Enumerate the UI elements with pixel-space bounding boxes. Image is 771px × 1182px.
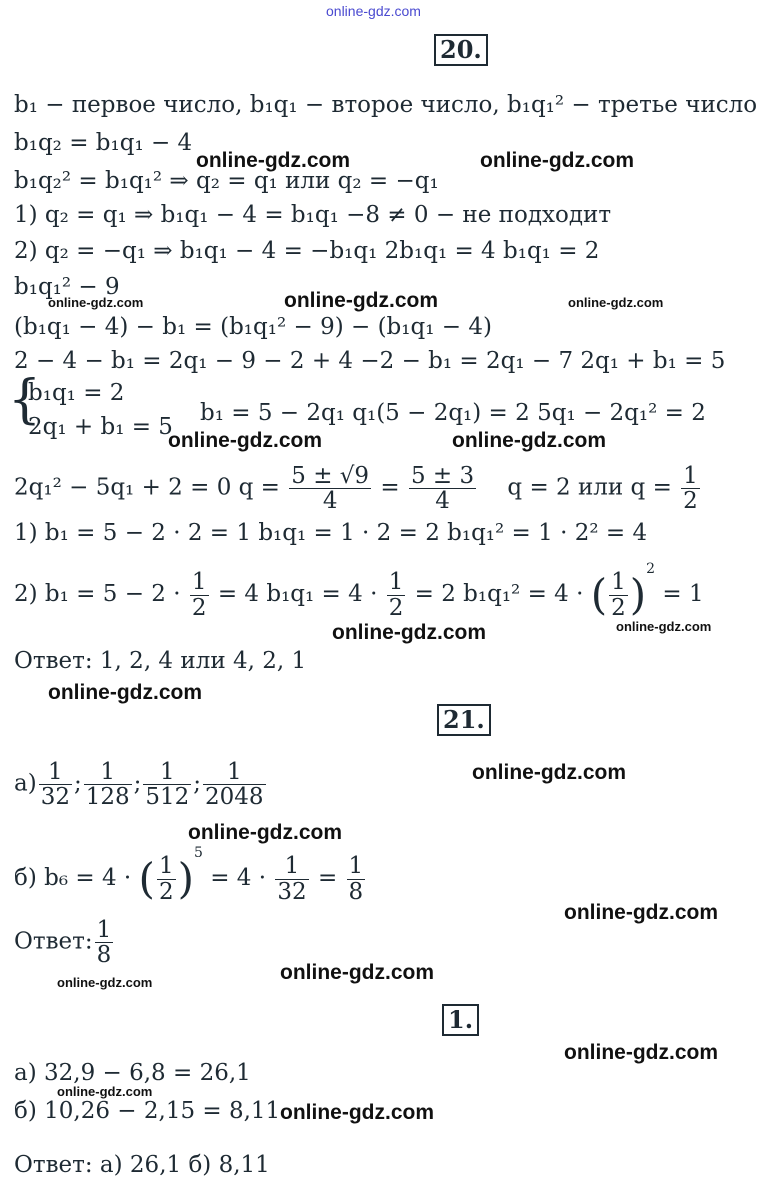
half-fraction <box>157 854 176 903</box>
case2-line <box>14 562 704 620</box>
quadratic-line <box>14 464 702 513</box>
task20-line6: b₁q₁² − 9 <box>14 274 120 300</box>
watermark: online-gdz.com <box>616 619 712 634</box>
numerator: 1 <box>203 760 266 785</box>
part-b-mid: = 4 · <box>210 865 267 891</box>
half-numerator: 1 <box>683 463 698 489</box>
numerator: 1 <box>191 569 207 596</box>
task-number-20: 20. <box>434 34 488 66</box>
right-paren: ) <box>629 570 647 619</box>
root-numerator: 5 ± √9 <box>291 463 370 489</box>
watermark-top: online-gdz.com <box>326 3 421 19</box>
part-b-label: б) b₆ = 4 · <box>14 865 132 891</box>
denominator: 32 <box>277 878 307 905</box>
task20-line7: (b₁q₁ − 4) − b₁ = (b₁q₁² − 9) − (b₁q₁ − 4) <box>14 314 492 340</box>
exponent: 5 <box>193 845 203 861</box>
answer-fraction <box>95 918 114 967</box>
root-denominator-2: 4 <box>435 488 450 515</box>
watermark: online-gdz.com <box>472 761 626 784</box>
case2-part-c: = 2 b₁q₁² = 4 · <box>414 581 584 607</box>
task1-part-b: б) 10,26 − 2,15 = 8,11 <box>14 1098 281 1124</box>
exponent: 2 <box>646 561 656 577</box>
roots-text: q = 2 или q = <box>507 474 672 501</box>
case2-part-b: = 4 b₁q₁ = 4 · <box>217 581 378 607</box>
task20-line8: 2 − 4 − b₁ = 2q₁ − 9 − 2 + 4 −2 − b₁ = 2q₁ − 7 2q₁ + b₁ = 5 <box>14 348 726 374</box>
task-number-21: 21. <box>437 704 491 736</box>
root-fraction <box>289 464 371 513</box>
denominator: 2 <box>191 594 207 621</box>
denominator: 8 <box>96 942 112 969</box>
numerator: 1 <box>143 760 191 785</box>
half-denominator: 2 <box>683 488 698 515</box>
case2-part-d: = 1 <box>662 581 704 607</box>
b-frac-1 <box>275 854 308 903</box>
task20-line5: 2) q₂ = −q₁ ⇒ b₁q₁ − 4 = −b₁q₁ 2b₁q₁ = 4 b₁q₁ = 2 <box>14 238 600 264</box>
numerator: 1 <box>96 917 112 943</box>
answer-label: Ответ: <box>14 928 93 955</box>
frac-1 <box>39 760 72 809</box>
frac-4 <box>203 760 266 809</box>
case2-half-1 <box>190 570 209 619</box>
separator: ; <box>193 770 202 797</box>
watermark: online-gdz.com <box>57 1084 153 1099</box>
watermark: online-gdz.com <box>568 295 664 310</box>
separator: ; <box>73 770 82 797</box>
case2-half-3 <box>609 570 628 619</box>
watermark: online-gdz.com <box>564 1041 718 1064</box>
task20-line3: b₁q₂² = b₁q₁² ⇒ q₂ = q₁ или q₂ = −q₁ <box>14 168 439 194</box>
task20-line1: b₁ − первое число, b₁q₁ − второе число, b₁q₁² − третье число <box>14 92 758 118</box>
denominator: 128 <box>85 784 130 811</box>
root-numerator-2: 5 ± 3 <box>410 463 475 489</box>
separator: ; <box>133 770 142 797</box>
case2-part-a: 2) b₁ = 5 − 2 · <box>14 581 181 607</box>
left-paren: ( <box>590 570 608 619</box>
system-eq2: 2q₁ + b₁ = 5 <box>28 414 173 440</box>
root-denominator: 4 <box>322 488 338 515</box>
right-paren: ) <box>177 854 194 903</box>
task20-line2: b₁q₂ = b₁q₁ − 4 <box>14 130 193 156</box>
task1-answer: Ответ: а) 26,1 б) 8,11 <box>14 1152 270 1178</box>
case2-half-2 <box>387 570 406 619</box>
watermark: online-gdz.com <box>168 429 322 452</box>
numerator: 1 <box>39 760 72 785</box>
system-eq1: b₁q₁ = 2 <box>28 380 125 406</box>
task1-part-a: а) 32,9 − 6,8 = 26,1 <box>14 1060 251 1086</box>
system-brace: { <box>8 370 42 430</box>
denominator: 2048 <box>205 784 264 811</box>
watermark: online-gdz.com <box>332 621 486 644</box>
quadratic-lhs: 2q₁² − 5q₁ + 2 = 0 q = <box>14 474 280 501</box>
watermark: online-gdz.com <box>48 681 202 704</box>
task21-part-b <box>14 846 367 904</box>
watermark: online-gdz.com <box>480 149 634 172</box>
watermark: online-gdz.com <box>284 289 438 312</box>
task20-answer: Ответ: 1, 2, 4 или 4, 2, 1 <box>14 648 307 674</box>
frac-3 <box>143 760 191 809</box>
equals: = <box>317 865 338 891</box>
task21-part-a <box>14 760 268 809</box>
watermark: online-gdz.com <box>280 961 434 984</box>
watermark: online-gdz.com <box>196 149 350 172</box>
numerator: 1 <box>611 569 626 596</box>
watermark: online-gdz.com <box>452 429 606 452</box>
watermark: online-gdz.com <box>280 1101 434 1124</box>
numerator: 1 <box>158 853 174 880</box>
watermark: online-gdz.com <box>57 975 153 990</box>
numerator: 1 <box>388 569 404 596</box>
watermark: online-gdz.com <box>188 821 342 844</box>
denominator: 32 <box>40 784 70 811</box>
case1-line: 1) b₁ = 5 − 2 · 2 = 1 b₁q₁ = 1 · 2 = 2 b₁q₁² = 1 · 2² = 4 <box>14 520 648 546</box>
denominator: 2 <box>388 594 404 621</box>
numerator: 1 <box>348 853 364 880</box>
numerator: 1 <box>275 854 308 879</box>
denominator: 2 <box>611 594 626 621</box>
task20-line4: 1) q₂ = q₁ ⇒ b₁q₁ − 4 = b₁q₁ −8 ≠ 0 − не подходит <box>14 202 612 228</box>
half-fraction <box>681 464 700 513</box>
frac-2 <box>84 760 132 809</box>
denominator: 8 <box>348 878 364 905</box>
part-a-label: а) <box>14 770 37 797</box>
task21-answer <box>14 918 115 967</box>
denominator: 512 <box>145 784 190 811</box>
left-paren: ( <box>138 854 155 903</box>
root-fraction-2 <box>409 464 476 513</box>
task-number-1: 1. <box>442 1004 479 1036</box>
watermark: online-gdz.com <box>564 901 718 924</box>
watermark: online-gdz.com <box>48 295 144 310</box>
equals: = <box>380 474 400 501</box>
b-frac-2 <box>347 854 366 903</box>
denominator: 2 <box>158 878 174 905</box>
numerator: 1 <box>84 760 132 785</box>
system-solution: b₁ = 5 − 2q₁ q₁(5 − 2q₁) = 2 5q₁ − 2q₁² = 2 <box>200 400 706 426</box>
